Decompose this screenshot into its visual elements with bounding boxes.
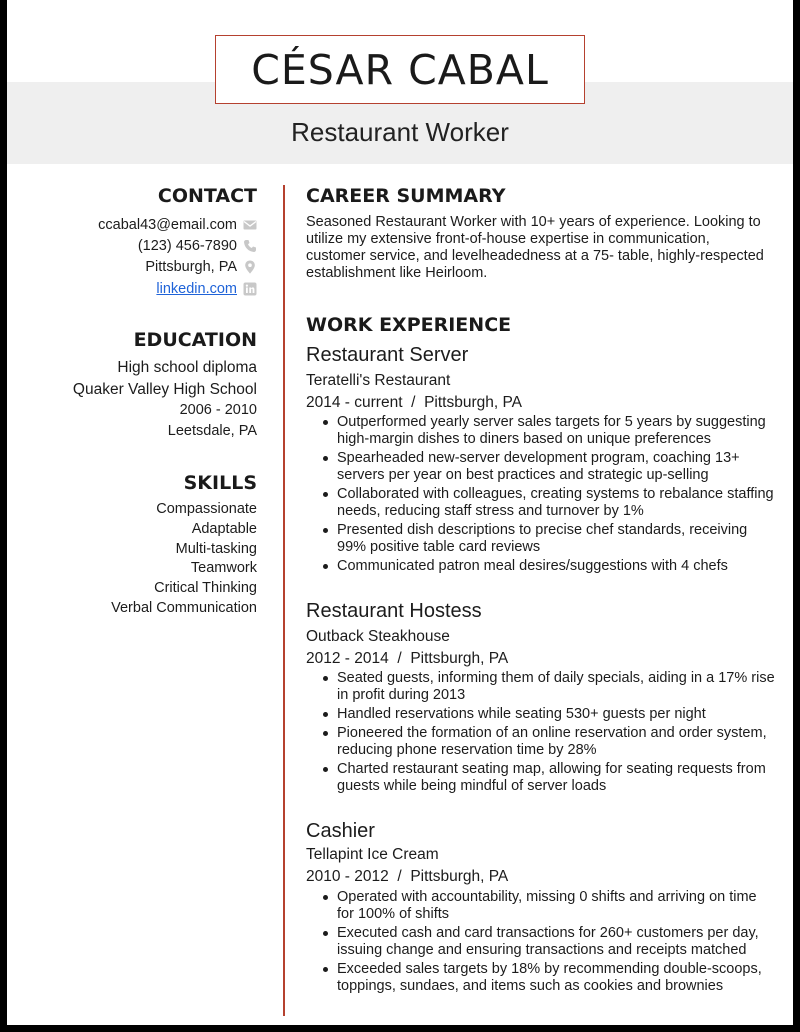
- linkedin-link[interactable]: linkedin.com: [156, 281, 237, 297]
- skill-item: Adaptable: [191, 521, 257, 537]
- job-bullets: [318, 889, 776, 997]
- job-company: Outback Steakhouse: [306, 628, 450, 645]
- skill-item: Teamwork: [190, 560, 257, 576]
- skill-item: Compassionate: [156, 501, 257, 517]
- location-text: Pittsburgh, PA: [145, 259, 237, 275]
- list-item: Seated guests, informing them of daily specials, aiding in a 17% rise in profit during 2013: [318, 670, 776, 704]
- education-degree: High school diploma: [117, 359, 257, 376]
- column-divider: [283, 185, 285, 1016]
- education-school: Quaker Valley High School: [72, 381, 257, 398]
- meta-separator: /: [411, 394, 416, 411]
- job-role: Restaurant Server: [306, 344, 469, 366]
- list-item: Exceeded sales targets by 18% by recommending double-scoops, toppings, sundaes, and items such as cookies and brownies: [318, 961, 776, 995]
- summary-heading: CAREER SUMMARY: [306, 185, 506, 207]
- email-text: ccabal43@email.com: [98, 217, 237, 233]
- job-company: Teratelli's Restaurant: [306, 372, 451, 389]
- linkedin-icon: [243, 282, 257, 296]
- job-bullets: [318, 670, 776, 797]
- job-location: Pittsburgh, PA: [424, 394, 522, 411]
- contact-heading: CONTACT: [157, 185, 257, 207]
- job-location: Pittsburgh, PA: [410, 650, 509, 667]
- list-item: Presented dish descriptions to precise chef standards, receiving 99% positive table card reviews: [318, 522, 776, 556]
- contact-phone: [138, 236, 257, 256]
- skill-item: Verbal Communication: [111, 600, 257, 616]
- education-heading: EDUCATION: [133, 329, 257, 351]
- job-role: Cashier: [306, 820, 375, 842]
- job-title: Restaurant Worker: [291, 117, 509, 147]
- job-company: Tellapint Ice Cream: [306, 846, 439, 863]
- envelope-icon: [243, 218, 257, 232]
- phone-icon: [243, 239, 257, 253]
- education-location: Leetsdale, PA: [167, 423, 257, 439]
- job-meta: [306, 868, 508, 886]
- contact-location: [145, 257, 257, 277]
- experience-heading: WORK EXPERIENCE: [306, 314, 512, 336]
- list-item: Charted restaurant seating map, allowing for seating requests from guests while being mindful of server loads: [318, 761, 776, 795]
- list-item: Communicated patron meal desires/suggestions with 4 chefs: [318, 558, 776, 575]
- list-item: Pioneered the formation of an online reservation and order system, reducing phone reservation time by 28%: [318, 725, 776, 759]
- list-item: Outperformed yearly server sales targets for 5 years by suggesting high-margin dishes to diners based on unique preferences: [318, 414, 776, 448]
- job-meta: [306, 394, 522, 412]
- skill-item: Critical Thinking: [154, 580, 257, 596]
- meta-separator: /: [397, 650, 402, 667]
- job-role: Restaurant Hostess: [306, 600, 482, 622]
- skills-heading: SKILLS: [183, 472, 257, 494]
- list-item: Operated with accountability, missing 0 shifts and arriving on time for 100% of shifts: [318, 889, 776, 923]
- resume-page: [7, 0, 793, 1025]
- map-pin-icon: [243, 260, 257, 274]
- name-box: [215, 35, 585, 104]
- education-years: 2006 - 2010: [179, 402, 257, 418]
- list-item: Spearheaded new-server development program, coaching 13+ servers per year on best practices and strategic up-selling: [318, 450, 776, 484]
- job-dates: 2014 - current: [306, 394, 403, 411]
- list-item: Handled reservations while seating 530+ guests per night: [318, 706, 776, 723]
- summary-text: Seasoned Restaurant Worker with 10+ years of experience. Looking to utilize my extensive front-of-house expertise in communication, customer service, and levelheadedness at a 75- table, highly-respected establishment like Heirloom.: [306, 214, 764, 281]
- meta-separator: /: [397, 868, 402, 885]
- skill-item: Multi-tasking: [175, 541, 257, 557]
- contact-linkedin: [156, 279, 257, 299]
- list-item: Executed cash and card transactions for 260+ customers per day, issuing change and ensuring transactions and receipts matched: [318, 925, 776, 959]
- list-item: Collaborated with colleagues, creating systems to rebalance staffing needs, reducing staff stress and turnover by 1%: [318, 486, 776, 520]
- job-meta: [306, 650, 508, 668]
- job-bullets: [318, 414, 776, 577]
- contact-email: [98, 215, 257, 235]
- candidate-name: CÉSAR CABAL: [251, 45, 549, 94]
- job-dates: 2010 - 2012: [306, 868, 389, 885]
- phone-text: (123) 456-7890: [137, 238, 237, 254]
- job-dates: 2012 - 2014: [306, 650, 389, 667]
- job-location: Pittsburgh, PA: [410, 868, 509, 885]
